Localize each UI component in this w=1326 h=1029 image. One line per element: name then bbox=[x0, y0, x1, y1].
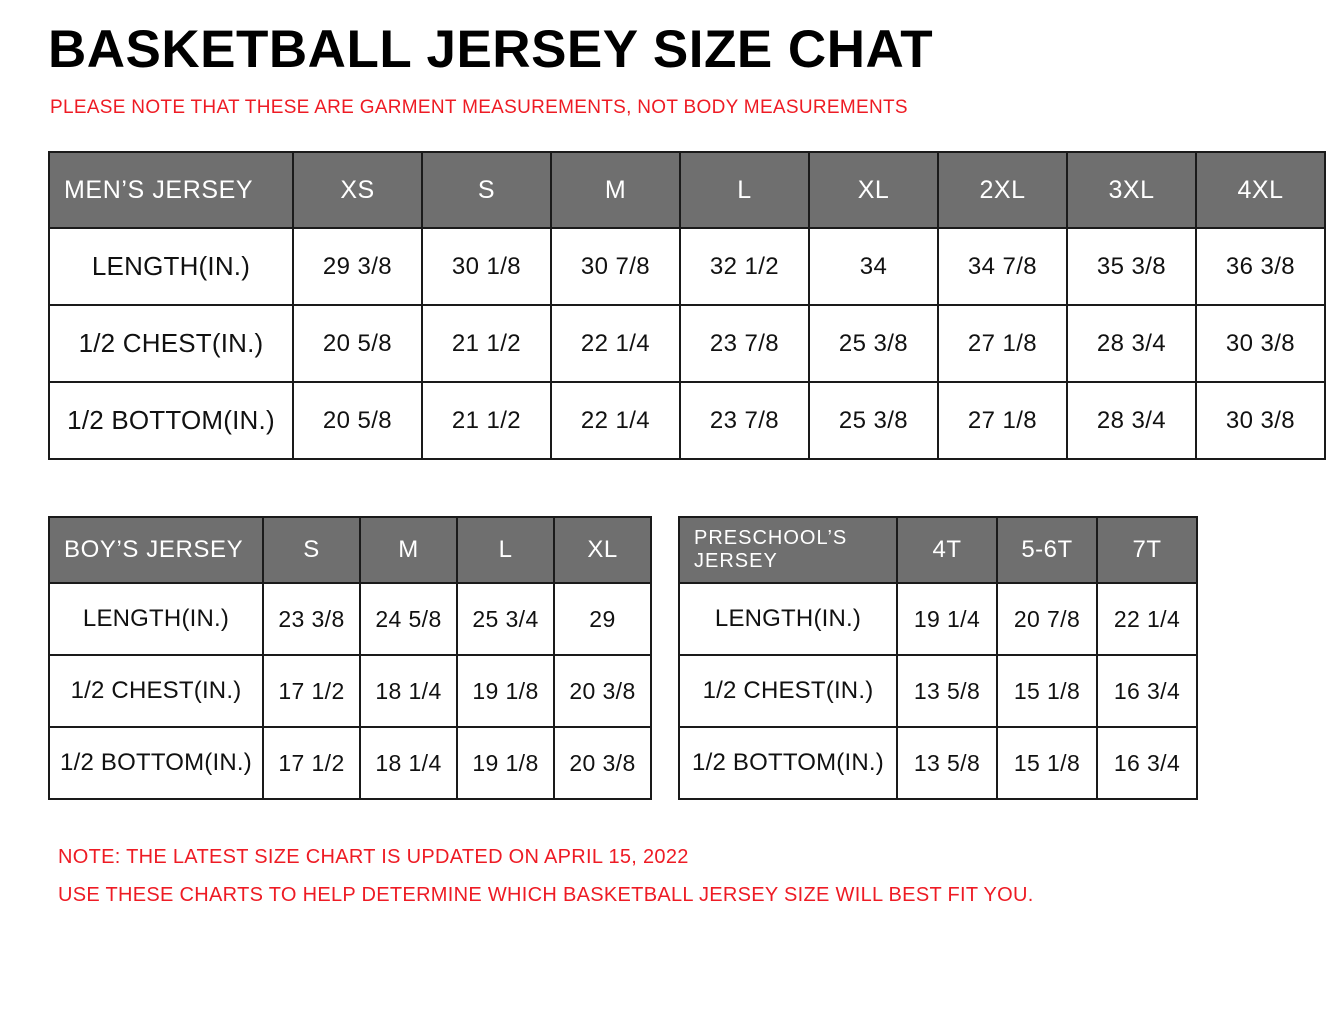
measurement-value: 19 1/4 bbox=[897, 583, 997, 655]
measurement-value: 19 1/8 bbox=[457, 727, 554, 799]
measurement-value: 13 5/8 bbox=[897, 727, 997, 799]
table-row bbox=[49, 583, 651, 655]
measurement-label: 1/2 BOTTOM(IN.) bbox=[49, 727, 263, 799]
footer-note-usage: USE THESE CHARTS TO HELP DETERMINE WHICH BASKETBALL JERSEY SIZE WILL BEST FIT YOU. bbox=[58, 884, 1034, 907]
table-row bbox=[49, 382, 1325, 459]
measurement-value: 27 1/8 bbox=[938, 382, 1067, 459]
measurement-value: 16 3/4 bbox=[1097, 655, 1197, 727]
size-header: M bbox=[551, 152, 680, 228]
size-header: 2XL bbox=[938, 152, 1067, 228]
measurement-label: 1/2 CHEST(IN.) bbox=[49, 305, 293, 382]
measurement-value: 18 1/4 bbox=[360, 727, 457, 799]
size-header: M bbox=[360, 517, 457, 583]
boys-table-title: BOY’S JERSEY bbox=[49, 517, 263, 583]
measurement-value: 21 1/2 bbox=[422, 382, 551, 459]
size-header: 5-6T bbox=[997, 517, 1097, 583]
measurement-value: 30 7/8 bbox=[551, 228, 680, 305]
measurement-value: 20 3/8 bbox=[554, 655, 651, 727]
measurement-value: 15 1/8 bbox=[997, 727, 1097, 799]
size-header: S bbox=[263, 517, 360, 583]
table-row bbox=[49, 655, 651, 727]
table-header-row bbox=[679, 517, 1197, 583]
measurement-label: LENGTH(IN.) bbox=[49, 583, 263, 655]
measurement-value: 18 1/4 bbox=[360, 655, 457, 727]
measurement-value: 36 3/8 bbox=[1196, 228, 1325, 305]
size-chart-page bbox=[0, 20, 1296, 1029]
measurement-value: 34 bbox=[809, 228, 938, 305]
measurement-value: 25 3/8 bbox=[809, 382, 938, 459]
mens-jersey-size-table bbox=[48, 151, 1326, 460]
table-header-row bbox=[49, 152, 1325, 228]
footer-notes bbox=[58, 838, 1176, 914]
mens-table-title: MEN’S JERSEY bbox=[49, 152, 293, 228]
measurement-value: 25 3/4 bbox=[457, 583, 554, 655]
measurement-value: 24 5/8 bbox=[360, 583, 457, 655]
measurement-value: 28 3/4 bbox=[1067, 382, 1196, 459]
footer-note-update: NOTE: THE LATEST SIZE CHART IS UPDATED ON APRIL 15, 2022 bbox=[58, 846, 689, 869]
measurement-value: 17 1/2 bbox=[263, 655, 360, 727]
measurement-value: 20 5/8 bbox=[293, 382, 422, 459]
measurement-value: 30 3/8 bbox=[1196, 382, 1325, 459]
measurement-value: 22 1/4 bbox=[551, 382, 680, 459]
size-header: 4XL bbox=[1196, 152, 1325, 228]
measurement-value: 21 1/2 bbox=[422, 305, 551, 382]
table-row bbox=[679, 583, 1197, 655]
size-header: S bbox=[422, 152, 551, 228]
measurement-value: 27 1/8 bbox=[938, 305, 1067, 382]
table-header-row bbox=[49, 517, 651, 583]
measurement-value: 19 1/8 bbox=[457, 655, 554, 727]
table-row bbox=[49, 305, 1325, 382]
size-header: XL bbox=[809, 152, 938, 228]
size-header: L bbox=[457, 517, 554, 583]
table-row bbox=[679, 655, 1197, 727]
measurement-value: 20 3/8 bbox=[554, 727, 651, 799]
measurement-label: LENGTH(IN.) bbox=[49, 228, 293, 305]
preschool-table-title: PRESCHOOL’S JERSEY bbox=[679, 517, 897, 583]
measurement-value: 16 3/4 bbox=[1097, 727, 1197, 799]
page-title: BASKETBALL JERSEY SIZE CHAT bbox=[48, 20, 934, 79]
size-header: XL bbox=[554, 517, 651, 583]
garment-measurement-note: PLEASE NOTE THAT THESE ARE GARMENT MEASUREMENTS, NOT BODY MEASUREMENTS bbox=[50, 96, 908, 118]
measurement-label: 1/2 BOTTOM(IN.) bbox=[679, 727, 897, 799]
table-row bbox=[49, 228, 1325, 305]
measurement-value: 30 3/8 bbox=[1196, 305, 1325, 382]
measurement-value: 15 1/8 bbox=[997, 655, 1097, 727]
measurement-value: 30 1/8 bbox=[422, 228, 551, 305]
measurement-value: 29 3/8 bbox=[293, 228, 422, 305]
measurement-value: 13 5/8 bbox=[897, 655, 997, 727]
measurement-value: 17 1/2 bbox=[263, 727, 360, 799]
measurement-value: 23 3/8 bbox=[263, 583, 360, 655]
size-header: XS bbox=[293, 152, 422, 228]
measurement-value: 35 3/8 bbox=[1067, 228, 1196, 305]
boys-jersey-size-table bbox=[48, 516, 652, 800]
measurement-value: 23 7/8 bbox=[680, 305, 809, 382]
measurement-label: 1/2 BOTTOM(IN.) bbox=[49, 382, 293, 459]
measurement-value: 20 7/8 bbox=[997, 583, 1097, 655]
size-header: 4T bbox=[897, 517, 997, 583]
measurement-label: LENGTH(IN.) bbox=[679, 583, 897, 655]
measurement-value: 20 5/8 bbox=[293, 305, 422, 382]
measurement-value: 22 1/4 bbox=[1097, 583, 1197, 655]
size-header: 7T bbox=[1097, 517, 1197, 583]
measurement-label: 1/2 CHEST(IN.) bbox=[49, 655, 263, 727]
measurement-value: 28 3/4 bbox=[1067, 305, 1196, 382]
size-header: 3XL bbox=[1067, 152, 1196, 228]
measurement-label: 1/2 CHEST(IN.) bbox=[679, 655, 897, 727]
preschool-jersey-size-table bbox=[678, 516, 1198, 800]
measurement-value: 32 1/2 bbox=[680, 228, 809, 305]
measurement-value: 34 7/8 bbox=[938, 228, 1067, 305]
size-header: L bbox=[680, 152, 809, 228]
table-row bbox=[679, 727, 1197, 799]
measurement-value: 22 1/4 bbox=[551, 305, 680, 382]
measurement-value: 29 bbox=[554, 583, 651, 655]
secondary-tables-container bbox=[48, 516, 1181, 800]
measurement-value: 23 7/8 bbox=[680, 382, 809, 459]
measurement-value: 25 3/8 bbox=[809, 305, 938, 382]
table-row bbox=[49, 727, 651, 799]
